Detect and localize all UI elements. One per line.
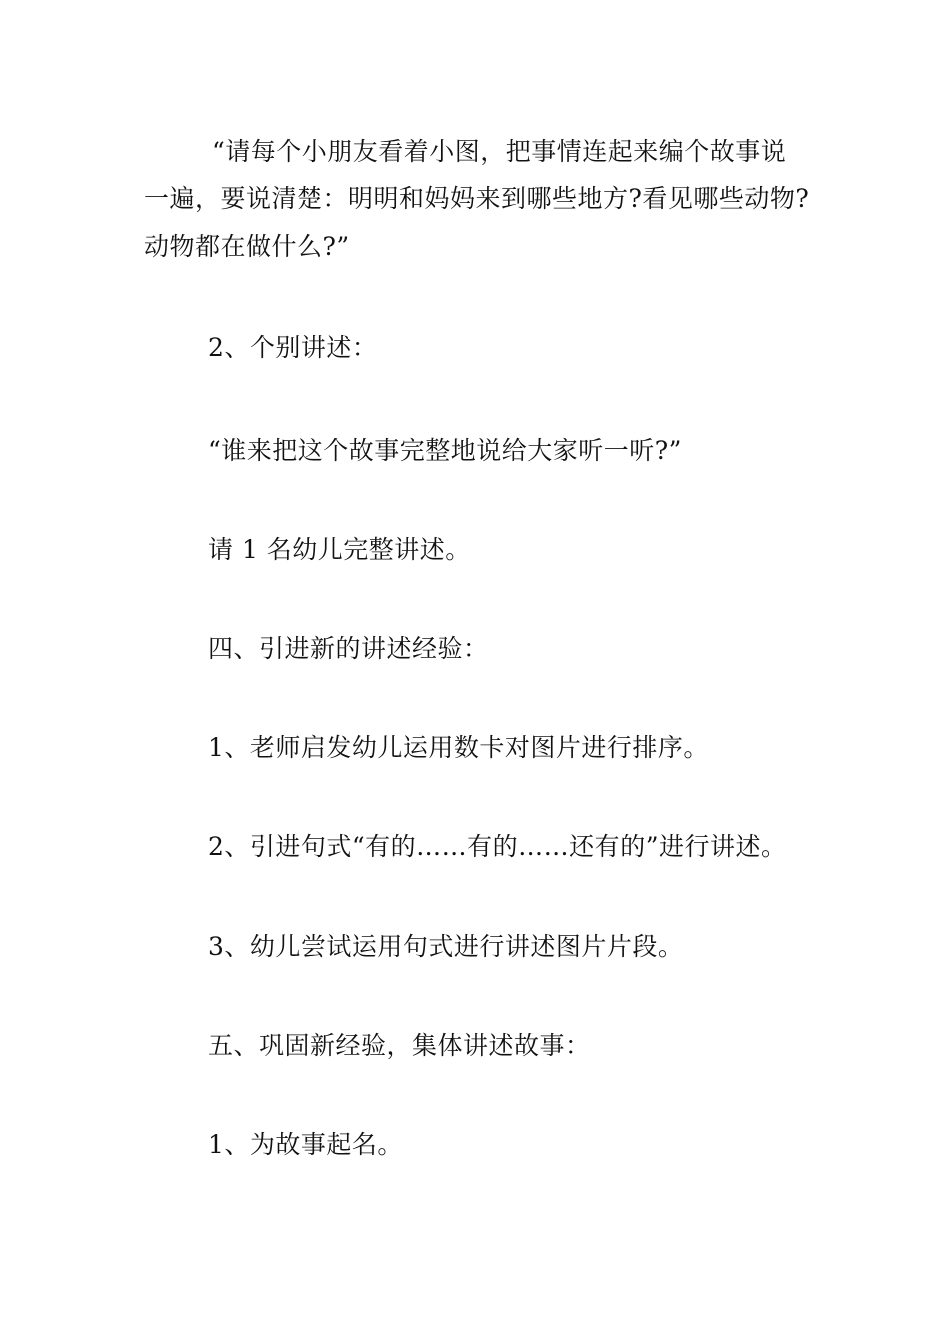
section-heading-5: 五、巩固新经验，集体讲述故事：	[208, 1031, 591, 1060]
instruction-text: 请 1 名幼儿完整讲述。	[208, 535, 471, 564]
list-item: 3、幼儿尝试运用句式进行讲述图片片段。	[208, 932, 684, 961]
paragraph-line: 一遍，要说清楚：明明和妈妈来到哪些地方?看见哪些动物?	[144, 184, 810, 213]
paragraph-line: “请每个小朋友看着小图，把事情连起来编个故事说	[212, 137, 787, 166]
list-item: 2、引进句式“有的……有的……还有的”进行讲述。	[208, 832, 787, 861]
paragraph-line: 动物都在做什么?”	[144, 232, 350, 261]
list-item-individual-retelling: 2、个别讲述：	[208, 333, 378, 362]
list-item: 1、老师启发幼儿运用数卡对图片进行排序。	[208, 733, 709, 762]
section-heading-4: 四、引进新的讲述经验：	[208, 634, 489, 663]
list-item: 1、为故事起名。	[208, 1130, 403, 1159]
quote-retell-story: “谁来把这个故事完整地说给大家听一听?”	[208, 436, 682, 465]
